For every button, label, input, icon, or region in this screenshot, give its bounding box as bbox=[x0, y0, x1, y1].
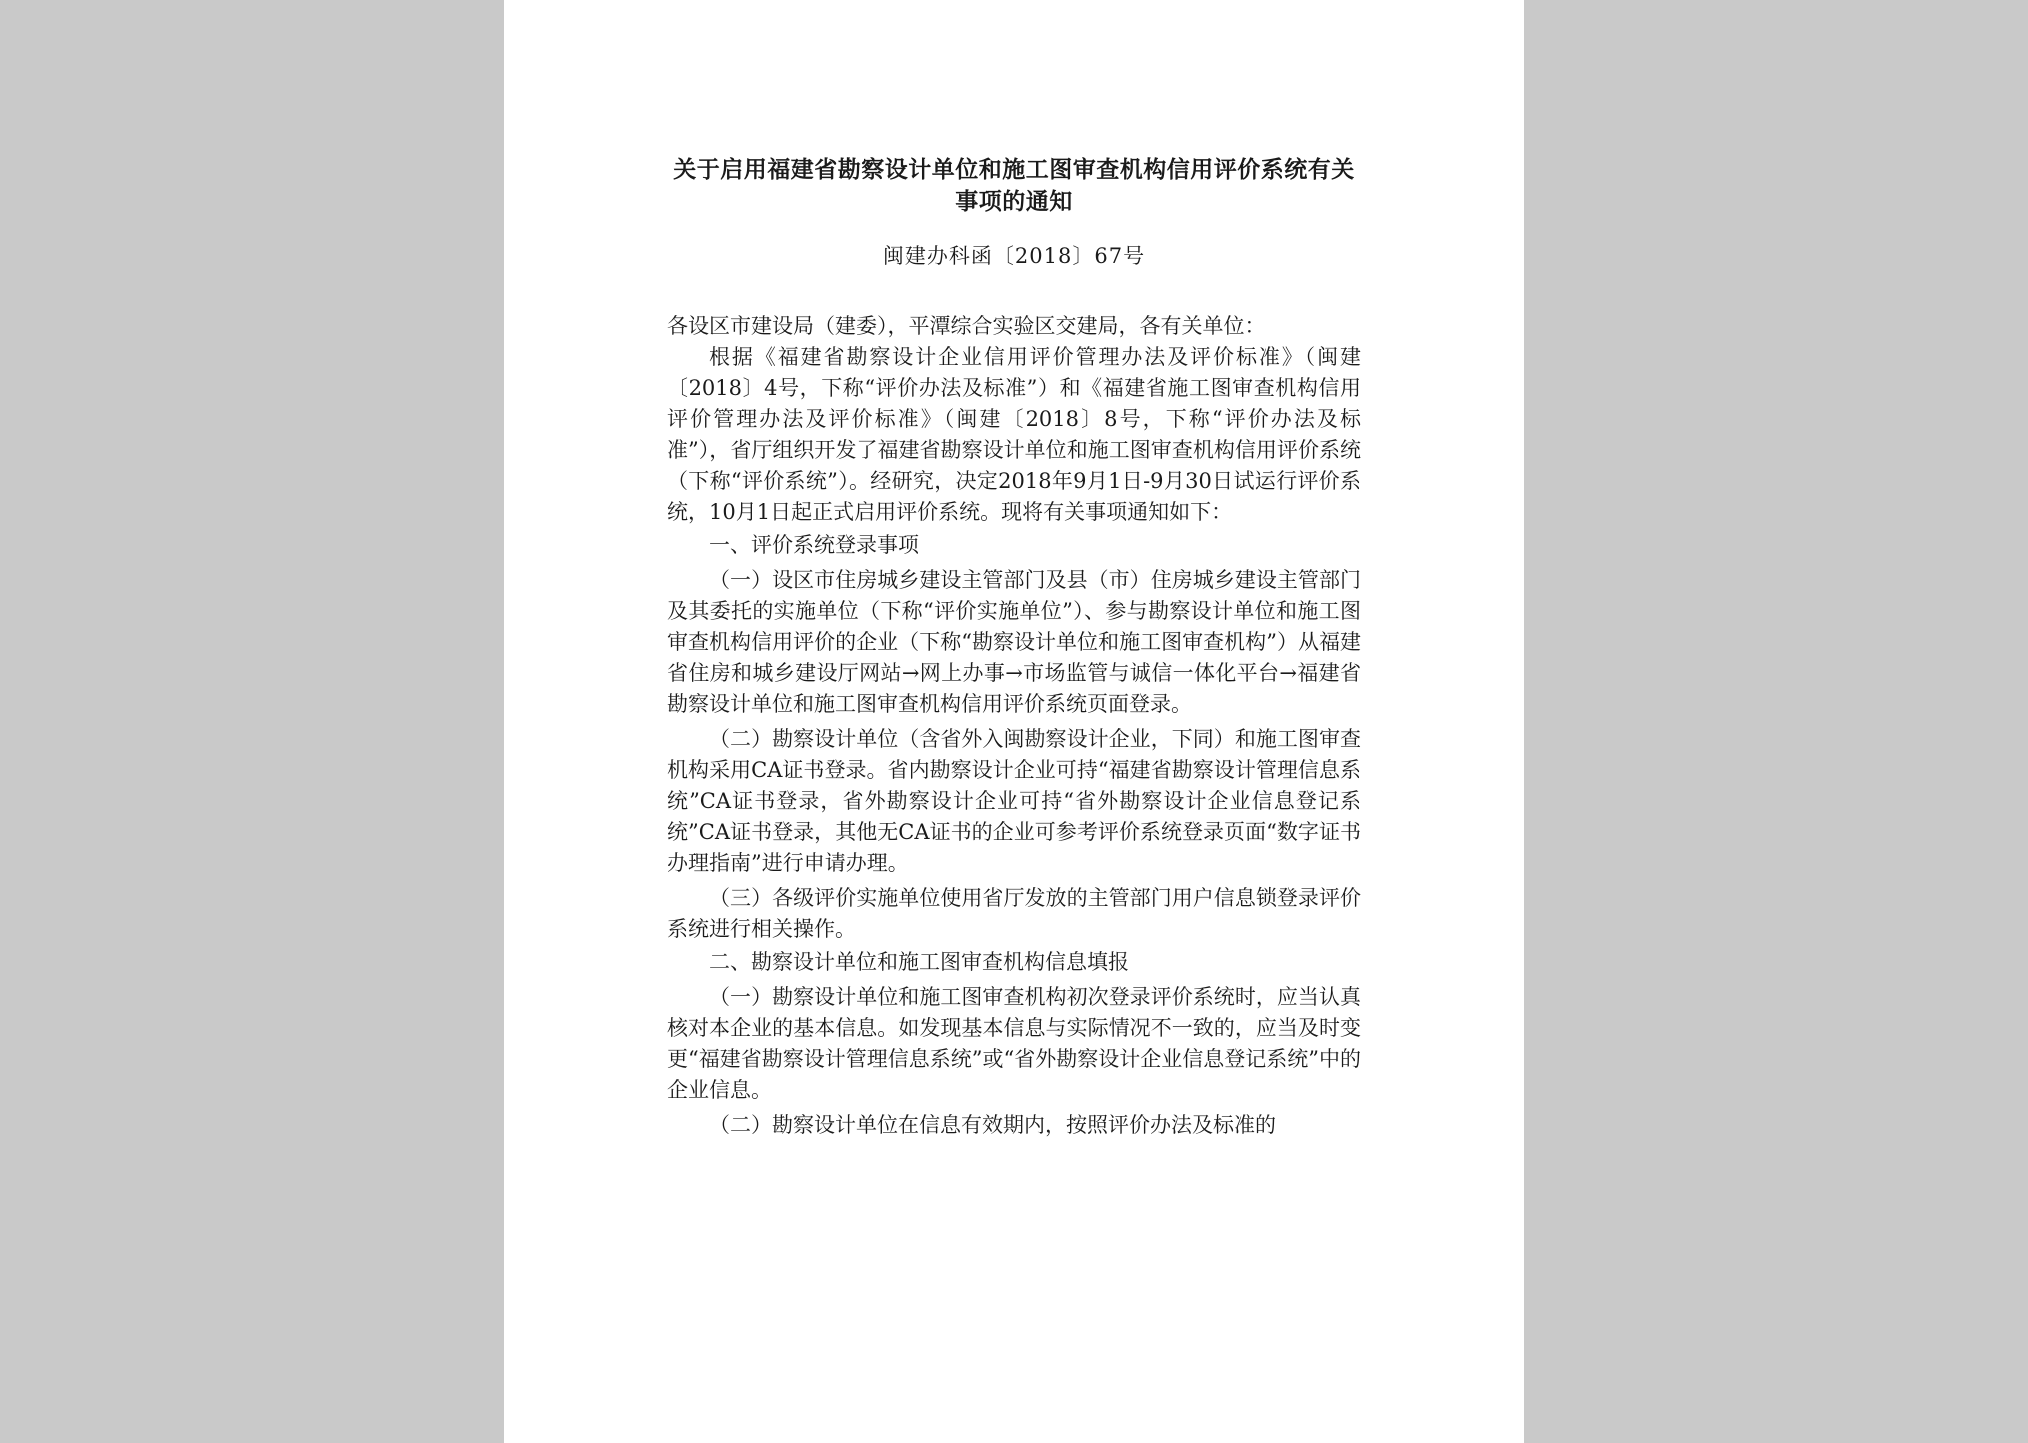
title-line-1: 关于启用福建省勘察设计单位和施工图审查机构信用评价系统有关 bbox=[673, 157, 1355, 183]
salutation: 各设区市建设局（建委），平潭综合实验区交建局，各有关单位： bbox=[667, 314, 1266, 338]
document-page bbox=[504, 0, 1524, 1443]
paragraph-1-1: （一）设区市住房城乡建设主管部门及县（市）住房城乡建设主管部门及其委托的实施单位（下称“评价实施单位”）、参与勘察设计单位和施工图审查机构信用评价的企业（下称“勘察设计单位和施工图审查机构”）从福建省住房和城乡建设厅网站→网上办事→市场监管与诚信一体化平台→福建省勘察设计单位和施工图审查机构信用评价系统页面登录。 bbox=[667, 568, 1361, 716]
title-line-2: 事项的通知 bbox=[955, 189, 1073, 215]
paragraph-1-3: （三）各级评价实施单位使用省厅发放的主管部门用户信息锁登录评价系统进行相关操作。 bbox=[667, 886, 1361, 941]
document-title bbox=[667, 154, 1361, 218]
document-number: 闽建办科函〔2018〕67号 bbox=[882, 244, 1146, 268]
section-heading-1: 一、评价系统登录事项 bbox=[709, 533, 919, 557]
paragraph-2-1: （一）勘察设计单位和施工图审查机构初次登录评价系统时，应当认真核对本企业的基本信息。如发现基本信息与实际情况不一致的，应当及时变更“福建省勘察设计管理信息系统”或“省外勘察设计企业信息登记系统”中的企业信息。 bbox=[667, 985, 1361, 1102]
paragraph-2-2: （二）勘察设计单位在信息有效期内，按照评价办法及标准的 bbox=[709, 1113, 1276, 1137]
paragraph-intro: 根据《福建省勘察设计企业信用评价管理办法及评价标准》（闽建〔2018〕4号，下称“评价办法及标准”）和《福建省施工图审查机构信用评价管理办法及评价标准》（闽建〔2018〕8号，下称“评价办法及标准”），省厅组织开发了福建省勘察设计单位和施工图审查机构信用评价系统（下称“评价系统”）。经研究，决定2018年9月1日-9月30日试运行评价系统，10月1日起正式启用评价系统。现将有关事项通知如下： bbox=[667, 345, 1361, 524]
paragraph-1-2: （二）勘察设计单位（含省外入闽勘察设计企业，下同）和施工图审查机构采用CA证书登录。省内勘察设计企业可持“福建省勘察设计管理信息系统”CA证书登录，省外勘察设计企业可持“省外勘察设计企业信息登记系统”CA证书登录，其他无CA证书的企业可参考评价系统登录页面“数字证书办理指南”进行申请办理。 bbox=[667, 727, 1361, 875]
section-heading-2: 二、勘察设计单位和施工图审查机构信息填报 bbox=[709, 950, 1129, 974]
